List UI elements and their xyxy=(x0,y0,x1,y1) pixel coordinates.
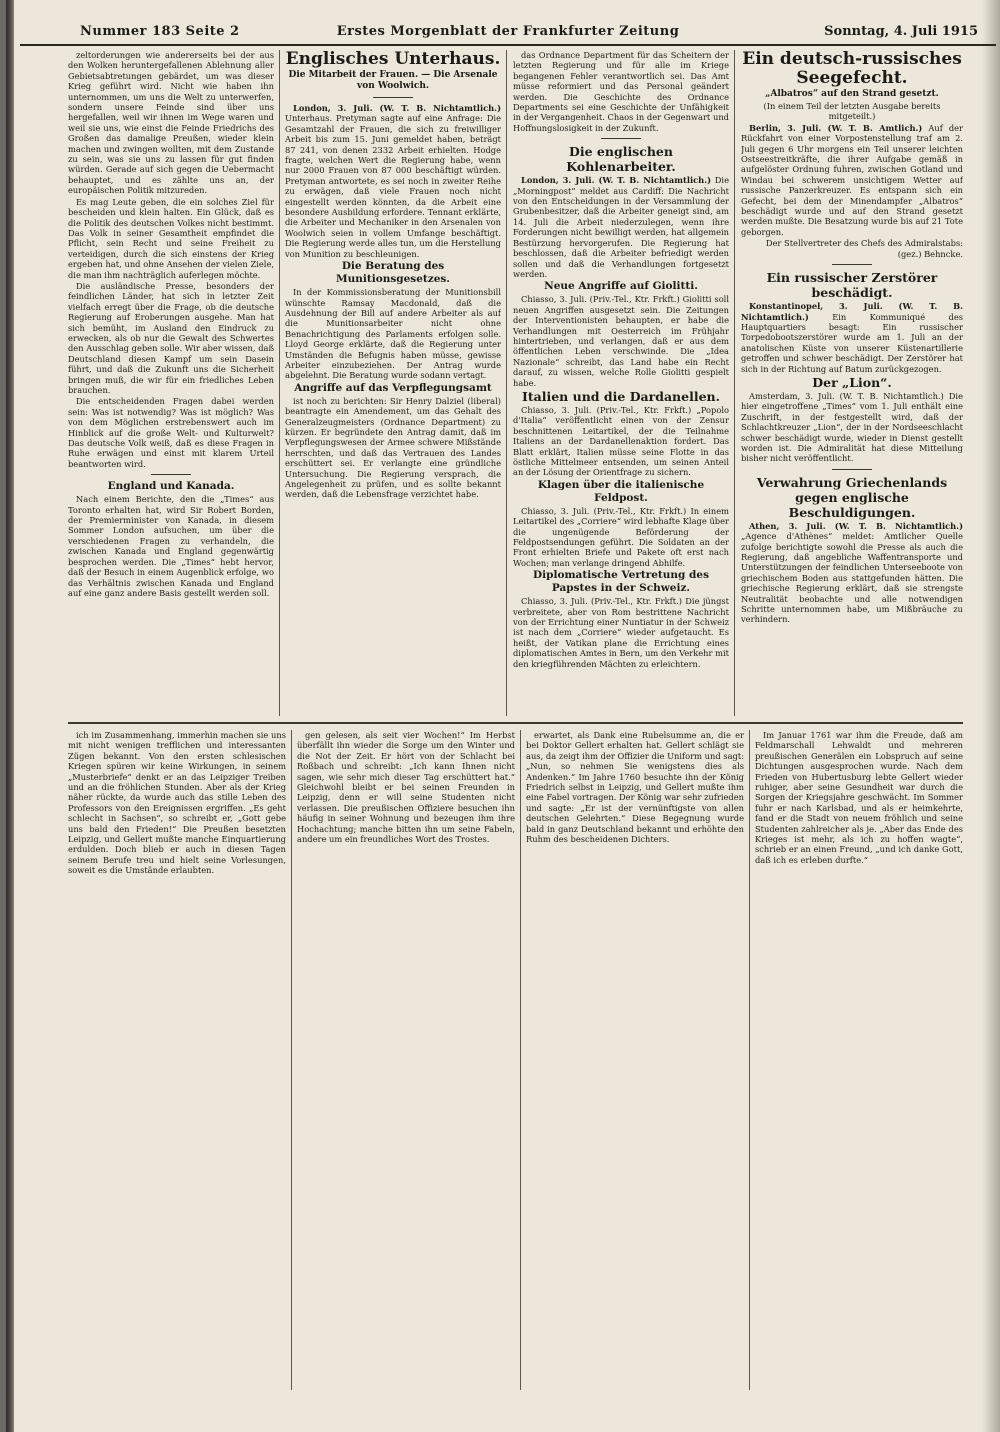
newspaper-page xyxy=(6,0,1000,1432)
feuilleton-text: ich im Zusammenhang, immerhin machen sie uns mit nicht wenigen trefflichen und interessanten Zügen bekannt. Von den ersten schlesischen Kriegen spüren wir keine Wirkungen, in seinem „Musterbriefe“ denkt er an das Leipziger Treiben und an die fröhlichen Stunden. Aber als der Krieg näher rückte, da wurde auch das stille Leben des Professors von den Ereignissen ergriffen. „Es geht schlecht in Sachsen“, so schreibt er, „Gott gebe uns bald den Frieden!“ Die Preußen besetzten Leipzig, und Gellert mußte manche Einquartierung erdulden. Doch blieb er auch in diesen Tagen seinem Berufe treu und hielt seine Vorlesungen, soweit es die Umstände erlaubten. xyxy=(68,730,286,876)
headline-griechenland: Verwahrung Griechenlands gegen englische Beschuldigungen. xyxy=(756,474,948,520)
page-edge-shadow xyxy=(982,0,1000,1432)
dateline: Berlin, 3. Juli. (W. T. B. Amtlich.) xyxy=(749,122,923,133)
subheadline-unterhaus: Die Mitarbeit der Frauen. — Die Arsenale von Woolwich. xyxy=(288,70,498,91)
signature: Der Stellvertreter des Chefs des Admiralstabs: (gez.) Behncke. xyxy=(765,238,963,259)
headline-munitionsgesetz: Die Beratung des Munitionsgesetzes. xyxy=(336,260,450,286)
column-rule xyxy=(279,50,280,716)
feuilleton-column-2 xyxy=(297,730,515,1390)
article-giolitti: Chiasso, 3. Juli. (Priv.-Tel., Ktr. Frkft.) Giolitti soll neuen Angriffen ausgesetzt sein. Die Zeitungen der Interventionisten behaupten, er habe die Verhandlungen mit Oesterreich im Frühjahr hintertrieben, und verlangen, daß er aus dem öffentlichen Leben verschwinde. Die „Idea Nazionale“ schreibt, das Land habe ein Recht darauf, zu wissen, welche Rolle Giolitti gespielt habe. xyxy=(513,294,729,388)
column-rule xyxy=(506,50,507,716)
column-3 xyxy=(513,50,729,716)
issue-date: Sonntag, 4. Juli 1915 xyxy=(824,24,978,39)
article-munitionsgesetz: In der Kommissionsberatung der Munitionsbill wünschte Ramsay Macdonald, daß die Ausdehnung der Bill auf andere Arbeiter als auf die Munitionsarbeiter nicht ohne Benachrichtigung des Parlaments erfolgen solle. Lloyd George erklärte, daß die Regierung unter Umständen die Befugnis haben müsse, gewisse Arbeiter einzubeziehen. Der Antrag wurde abgelehnt. Die Beratung wurde sodann vertagt. xyxy=(285,287,501,381)
headline-dardanellen: Italien und die Dardanellen. xyxy=(522,388,720,404)
article-feldpost: Chiasso, 3. Juli. (Priv.-Tel., Ktr. Frkft.) In einem Leitartikel des „Corriere“ wird lebhafte Klage über die ungenügende Beförderung der Feldpostsendungen geführt. Die Soldaten an der Front erhielten Briefe und Pakete oft erst nach Wochen; man verlange dringend Abhilfe. xyxy=(513,505,729,568)
feuilleton-column-3 xyxy=(526,730,744,1390)
editorial-note: (In einem Teil der letzten Ausgabe bereits mitgeteilt.) xyxy=(763,101,941,122)
column-1-paragraph: Die entscheidenden Fragen dabei werden sein: Was ist notwendig? Was ist möglich? Was von dem Möglichen erstrebenswert auch im Hinblick auf die große Welt- und Kulturwelt? Das deutsche Volk weiß, daß es diese Fragen in Ruhe erwägen und einst mit klarem Urteil beantworten wird. xyxy=(68,396,274,469)
column-rule xyxy=(749,730,750,1390)
dateline: Athen, 3. Juli. (W. T. B. Nichtamtlich.) xyxy=(749,520,963,531)
column-1-paragraph: Die ausländische Presse, besonders der feindlichen Länder, hat sich in letzter Zeit vielfach erregt über die Frage, ob die deutsche Regierung auf Eroberungen ausgehe. Man hat sich bemüht, im Ausland den Eindruck zu erwecken, als ob nur die Gewalt des Schwertes den Ausschlag geben solle. Wir aber wissen, daß Deutschland diesen Kampf um sein Dasein führt, und daß die Zukunft uns die Sicherheit bringen muß, die wir für ein friedliches Leben brauchen. xyxy=(68,280,274,395)
article-griechenland: „Agence d'Athènes“ meldet: Amtlicher Quelle zufolge berichtigte sowohl die Presse als auch die Regierung, daß angebliche Waffentransporte und Unterstützungen der feindlichen Unterseeboote von griechischem Boden aus stattgefunden hätten. Die griechische Regierung erklärt, daß sie strengste Neutralität beobachte und alle notwendigen Schritte unternommen habe, um Mißbräuche zu verhindern. xyxy=(741,531,963,625)
column-rule xyxy=(734,50,735,716)
column-rule xyxy=(520,730,521,1390)
separator xyxy=(373,97,413,98)
column-3-intro: das Ordnance Department für das Scheitern der letzten Regierung und für alle im Kriege begangenen Fehler verantwortlich sei. Das Amt müsse reformiert und das Personal geändert werden. Die Geschichte des Ordnance Departments sei eine Geschichte der Unfähigkeit in der Vergangenheit. Chaos in der Gegenwart und Hoffnungslosigkeit in der Zukunft. xyxy=(513,50,729,133)
dateline: London, 3. Juli. (W. T. B. Nichtamtlich.) xyxy=(293,103,501,113)
headline-unterhaus: Englisches Unterhaus. xyxy=(285,50,501,69)
column-4 xyxy=(741,50,963,716)
headline-angriffe: Angriffe auf das Verpflegungsamt xyxy=(294,381,492,394)
headline-papst: Diplomatische Vertretung des Papstes in der Schweiz. xyxy=(533,569,709,595)
article-lion: Amsterdam, 3. Juli. (W. T. B. Nichtamtlich.) Die hier eingetroffene „Times“ vom 1. Juli enthält eine Zuschrift, in der festgestellt wird, daß der Schlachtkreuzer „Lion“, der in der Nordseeschlacht schwer beschädigt wurde, wieder in Dienst gestellt worden ist. Die Admiralität hat diese Mitteilung bisher nicht veröffentlicht. xyxy=(741,390,963,464)
feuilleton-text: gen gelesen, als seit vier Wochen!“ Im Herbst überfällt ihn wieder die Sorge um den Winter und die Not der Zeit. Er hört von der Schlacht bei Roßbach und schreibt: „Ich kann Ihnen nicht sagen, wie sehr mich dieser Tag erschüttert hat.“ Gleichwohl bleibt er bei seinen Freunden in Leipzig, denn er will seine Studenten nicht verlassen. Die preußischen Offiziere besuchen ihn häufig in seiner Wohnung und bezeugen ihm ihre Hochachtung; manche bitten ihn um seine Fabeln, andere um ein freundliches Wort des Trostes. xyxy=(297,730,515,845)
feuilleton-text: Im Januar 1761 war ihm die Freude, daß am Feldmarschall Lehwaldt und mehreren preußischen Generälen ein Lobspruch auf seine Dichtungen ausgesprochen wurde. Nach dem Frieden von Hubertusburg lebte Gellert wieder ruhiger, aber seine Gesundheit war durch die Sorgen der Kriegsjahre geschwächt. Im Sommer fuhr er nach Karlsbad, und als er heimkehrte, fand er die Stadt von neuem fröhlich und seine Studenten zahlreicher als je. „Aber das Ende des Krieges ist mehr, als ich zu hoffen wagte“, schrieb er an einen Freund, „und ich danke Gott, daß ich es erleben durfte.“ xyxy=(755,730,963,865)
subheadline-seegefecht: „Albatros“ auf den Strand gesetzt. xyxy=(765,89,939,99)
column-2 xyxy=(285,50,501,716)
separator xyxy=(601,138,641,139)
headline-lion: Der „Lion“. xyxy=(812,374,892,390)
separator xyxy=(151,474,191,475)
article-zerstoerer: Ein Kommuniqué des Hauptquartiers besagt: Ein russischer Torpedobootszerstörer wurde am 1. Juli an der anatolischen Küste von unserer Küstenartillerie getroffen und schwer beschädigt. Der Zerstörer hat sich in der Richtung auf Batum zurückgezogen. xyxy=(741,311,963,374)
feuilleton-column-1 xyxy=(68,730,286,1390)
headline-kohlenarbeiter: Die englischen Kohlenarbeiter. xyxy=(566,144,676,175)
headline-giolitti: Neue Angriffe auf Giolitti. xyxy=(544,280,698,293)
dateline: Konstantinopel, 3. Juli. (W. T. B. Nichtamtlich.) xyxy=(741,301,963,322)
separator xyxy=(832,469,872,470)
headline-zerstoerer: Ein russischer Zerstörer beschädigt. xyxy=(766,270,938,301)
feuilleton-column-4 xyxy=(755,730,963,1390)
separator xyxy=(832,264,872,265)
book-binding xyxy=(6,0,14,1432)
masthead xyxy=(20,24,996,46)
feuilleton-text: erwartet, als Dank eine Rubelsumme an, die er bei Doktor Gellert erhalten hat. Gellert schlägt sie aus, da zeigt ihm der Offizier die Uniform und sagt: „Nun, so nehmen Sie wenigstens dies als Andenken.“ Im Jahre 1760 besuchte ihn der König Friedrich selbst in Leipzig, und Gellert mußte ihm eine Fabel vortragen. Der König war sehr zufrieden und sagte: „Er ist der vernünftigste von allen deutschen Gelehrten.“ Diese Begegnung wurde bald in ganz Deutschland bekannt und erhöhte den Ruhm des bescheidenen Dichters. xyxy=(526,730,744,845)
issue-number: Nummer 183 Seite 2 xyxy=(80,24,240,39)
headline-feldpost: Klagen über die italienische Feldpost. xyxy=(537,478,705,504)
column-1 xyxy=(68,50,274,716)
dateline: London, 3. Juli. (W. T. B. Nichtamtlich.) xyxy=(521,175,712,186)
article-england-kanada: Nach einem Berichte, den die „Times“ aus Toronto erhalten hat, wird Sir Robert Borden, der Premierminister von Kanada, in diesem Sommer London aufsuchen, um über die verschiedenen Fragen zu verhandeln, die zwischen Kanada und England gegenwärtig besprochen werden. Die „Times“ hebt hervor, daß der Besuch in einem Augenblick erfolge, wo das Verhältnis zwischen Kanada und England auf eine ganz andere Basis gestellt werden soll. xyxy=(68,494,274,598)
article-unterhaus: Unterhaus. Pretyman sagte auf eine Anfrage: Die Gesamtzahl der Frauen, die sich zu freiwilliger Arbeit bis zum 15. Juni gemeldet haben, beträgt 87 241, von denen 2332 Arbeit erhielten. Hodge fragte, welchen Wert die Regierung habe, wenn nur 2000 Frauen von 87 000 beschäftigt würden. Pretyman antwortete, es sei noch in zweiter Reihe zu erwägen, daß viele Frauen noch nicht eingestellt werden könnten, da die Arbeit eine besondere Ausbildung erfordere. Tennant erklärte, die Arbeiter und Mechaniker in den Arsenalen von Woolwich seien in vollem Umfange beschäftigt. Die Regierung werde alles tun, um die Herstellung von Munition zu beschleunigen. xyxy=(285,113,501,259)
feuilleton-rule xyxy=(68,722,963,724)
article-angriffe: ist noch zu berichten: Sir Henry Dalziel (liberal) beantragte ein Amendement, um das Gehalt des Generalzeugmeisters (Ordnance Department) zu kürzen. Er begründete den Antrag damit, daß im Verpflegungswesen der Armee schwere Mißstände herrschten, und daß das Vertrauen des Landes erschüttert sei. Er verlangte eine gründliche Untersuchung. Die Regierung versprach, die Angelegenheit zu prüfen, und es sollte bekannt werden, daß die Lebensfrage verzichtet habe. xyxy=(285,395,501,500)
article-papst: Chiasso, 3. Juli. (Priv.-Tel., Ktr. Frkft.) Die jüngst verbreitete, aber von Rom bestrittene Nachricht von der Errichtung einer Nuntiatur in der Schweiz ist nach dem „Corriere“ wieder aufgetaucht. Es heißt, der Vatikan plane die Errichtung eines diplomatischen Amtes in Bern, um den Verkehr mit den kriegführenden Mächten zu erleichtern. xyxy=(513,596,729,669)
article-seegefecht: Auf der Rückfahrt von einer Vorpostenstellung traf am 2. Juli gegen 6 Uhr morgens ein Teil unserer leichten Ostseestreitkräfte, die ihrer Aufgabe gemäß in aufgelöster Ordnung fuhren, zwischen Gotland und Windau bei schwerem unsichtigem Wetter auf russische Panzerkreuzer. Es entspann sich ein Gefecht, bei dem der Minendampfer „Albatros“ beschädigt wurde und auf den Strand gesetzt werden mußte. Die Besatzung wurde bis auf 21 Tote geborgen. xyxy=(741,122,963,237)
column-1-paragraph: Es mag Leute geben, die ein solches Ziel für bescheiden und klein halten. Ein Glück, daß es die Politik des deutschen Volkes nicht bestimmt. Das Volk in seiner Gesamtheit empfindet die Pflicht, sein Recht und seine Freiheit zu verteidigen, durch die sich einstens der Krieg ergeben hat, und ohne Ansehen der vielen Ziele, die man ihm nachträglich auferlegen möchte. xyxy=(68,196,274,280)
article-dardanellen: Chiasso, 3. Juli. (Priv.-Tel., Ktr. Frkft.) „Popolo d'Italia“ veröffentlicht einen von der Zensur beschnittenen Leitartikel, der die Teilnahme Italiens an der Dardanellenaktion fordert. Das Blatt erklärt, Italien müsse seine Flotte in das östliche Mittelmeer entsenden, um seinen Anteil an der Lösung der Orientfrage zu sichern. xyxy=(513,404,729,478)
headline-england-kanada: England und Kanada. xyxy=(107,480,235,493)
column-rule xyxy=(291,730,292,1390)
headline-seegefecht: Ein deutsch-russisches Seegefecht. xyxy=(742,50,962,88)
article-kohlenarbeiter: Die „Morningpost“ meldet aus Cardiff: Die Nachricht von den Entscheidungen in der Versammlung der Grubenbesitzer, daß die Arbeiter geneigt sind, am 14. Juli die Arbeit niederzulegen, wenn ihre Forderungen nicht bewilligt werden, hat allgemein Bestürzung hervorgerufen. Die Regierung hat beschlossen, daß die Arbeiter befriedigt werden sollen und daß die Verhandlungen fortgesetzt werden. xyxy=(513,175,729,279)
column-1-intro: zeltorderungen wie andererseits bei der aus den Wolken heruntergefallenen Ablehnung aller Gebietsabtretungen gebärdet, um was dieser Krieg geführt wird. Nicht wie haben ihn unternommen, um uns die Welt zu unterwerfen, sondern unsere Feinde sind über uns hergefallen, weil wir ihnen im Wege waren und weil sie uns, wie einst die Feinde Friedrichs des Großen das damalige Preußen, wieder klein machen und zwingen wollten, mit dem Zustande zu sein, was sie uns zu lassen für gut finden würden. Gerade auf sich gegen die Uebermacht behauptet, und es zählte uns an, der europäischen Politik mitzureden. xyxy=(68,50,274,196)
newspaper-title: Erstes Morgenblatt der Frankfurter Zeitung xyxy=(336,24,680,39)
